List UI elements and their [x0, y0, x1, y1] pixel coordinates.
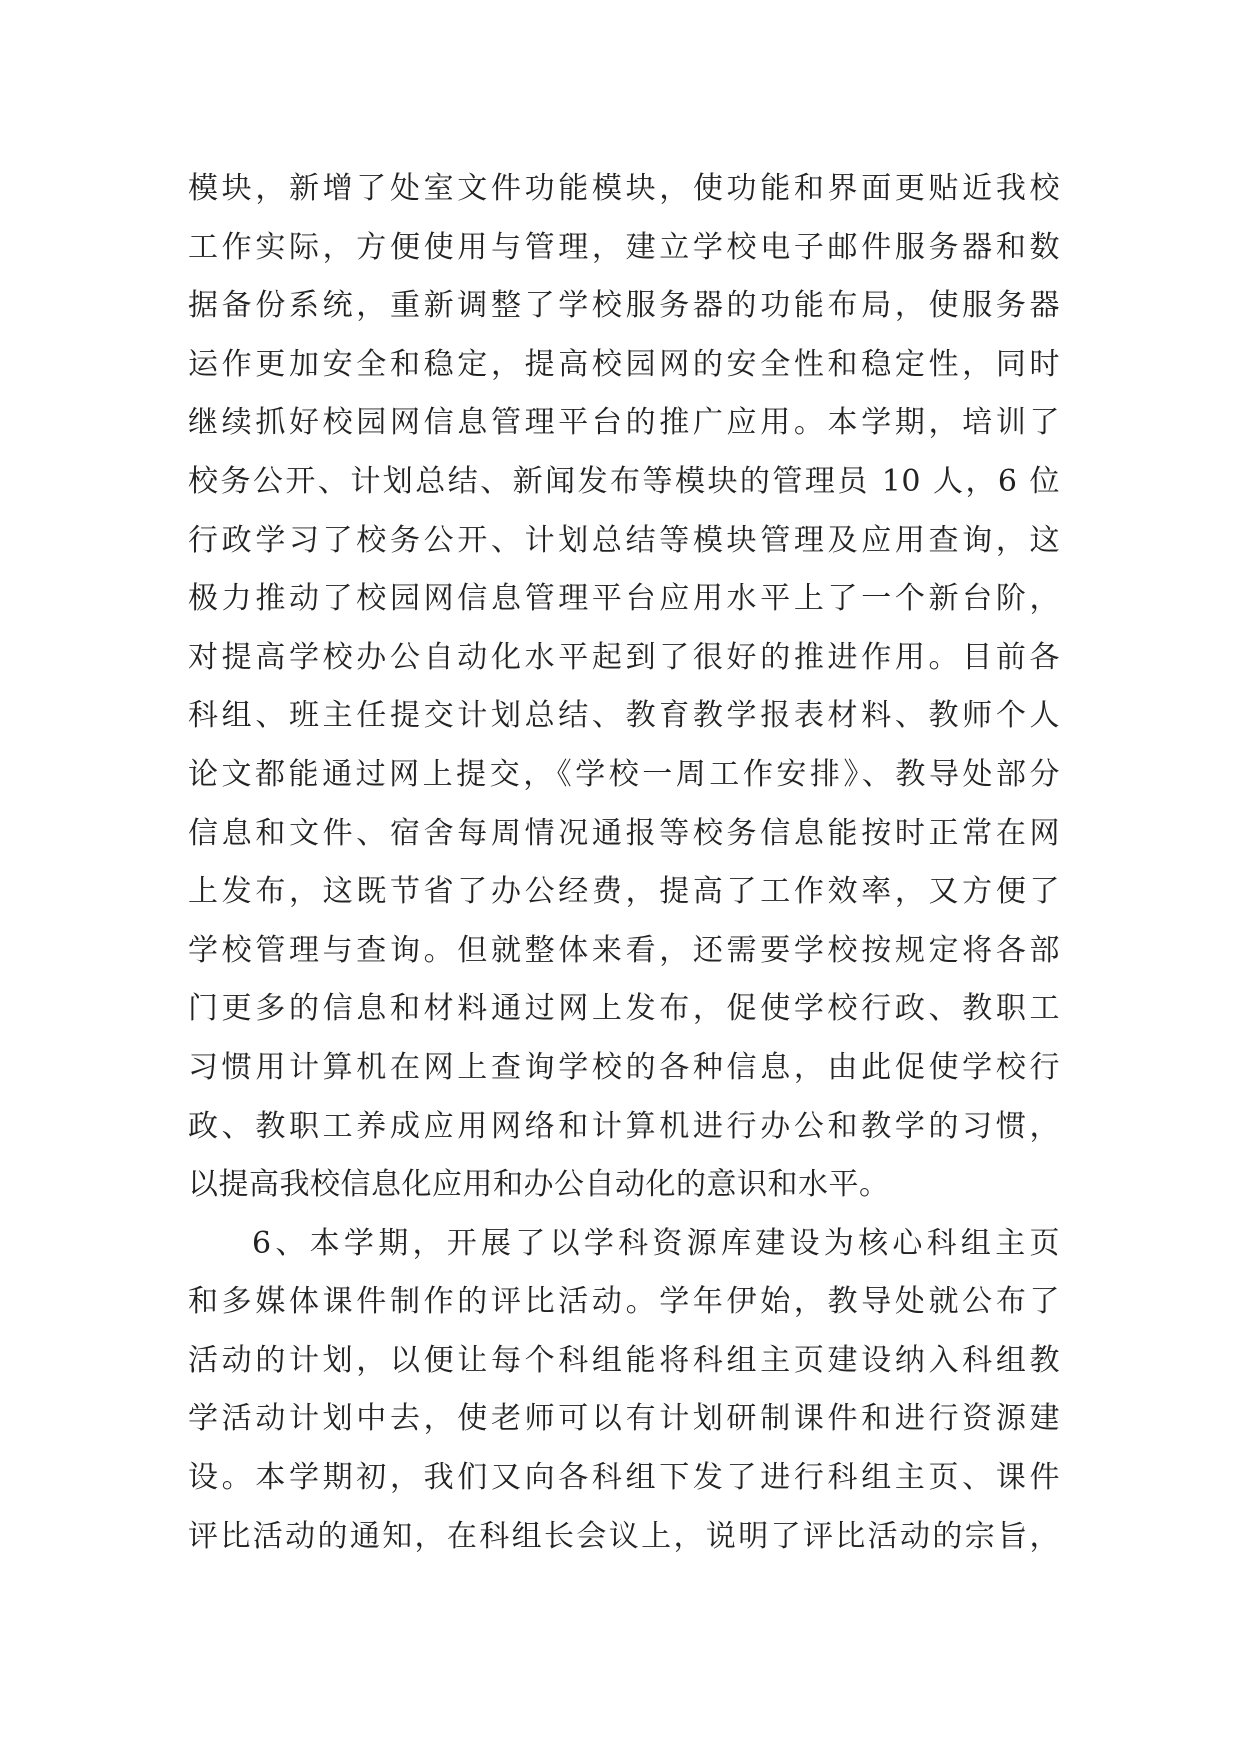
paragraph-2 — [188, 1215, 1060, 1567]
text-line: 政、教职工养成应用网络和计算机进行办公和教学的习惯， — [188, 1108, 1060, 1144]
text-line: 设。本学期初，我们又向各科组下发了进行科组主页、课件 — [188, 1460, 1060, 1496]
text-line: 科组、班主任提交计划总结、教育教学报表材料、教师个人 — [188, 698, 1060, 734]
paragraph-1 — [188, 160, 1060, 1215]
text-line: 极力推动了校园网信息管理平台应用水平上了一个新台阶， — [188, 581, 1060, 617]
text-line: 继续抓好校园网信息管理平台的推广应用。本学期，培训了 — [188, 405, 1060, 441]
text-line: 据备份系统，重新调整了学校服务器的功能布局，使服务器 — [188, 288, 1060, 324]
text-line: 论文都能通过网上提交，《学校一周工作安排》、教导处部分 — [188, 756, 1060, 792]
text-line: 和多媒体课件制作的评比活动。学年伊始，教导处就公布了 — [188, 1284, 1060, 1320]
text-line: 学活动计划中去，使老师可以有计划研制课件和进行资源建 — [188, 1401, 1060, 1437]
text-line: 评比活动的通知，在科组长会议上，说明了评比活动的宗旨， — [188, 1518, 1060, 1554]
text-line: 模块，新增了处室文件功能模块，使功能和界面更贴近我校 — [188, 171, 1060, 206]
text-line: 6、本学期，开展了以学科资源库建设为核心科组主页 — [252, 1225, 1060, 1261]
text-line: 工作实际，方便使用与管理，建立学校电子邮件服务器和数 — [188, 229, 1060, 265]
text-line: 习惯用计算机在网上查询学校的各种信息，由此促使学校行 — [188, 1049, 1060, 1085]
text-line: 活动的计划，以便让每个科组能将科组主页建设纳入科组教 — [188, 1342, 1060, 1378]
text-line: 校务公开、计划总结、新闻发布等模块的管理员 10 人，6 位 — [188, 463, 1060, 499]
text-line: 信息和文件、宿舍每周情况通报等校务信息能按时正常在网 — [188, 815, 1060, 851]
body-text — [188, 160, 1060, 1566]
text-line: 以提高我校信息化应用和办公自动化的意识和水平。 — [188, 1167, 890, 1203]
text-line: 对提高学校办公自动化水平起到了很好的推进作用。目前各 — [188, 639, 1060, 675]
text-line: 行政学习了校务公开、计划总结等模块管理及应用查询，这 — [188, 522, 1060, 558]
text-line: 学校管理与查询。但就整体来看，还需要学校按规定将各部 — [188, 932, 1060, 968]
text-line: 运作更加安全和稳定，提高校园网的安全性和稳定性，同时 — [188, 346, 1060, 382]
text-line: 门更多的信息和材料通过网上发布，促使学校行政、教职工 — [188, 991, 1060, 1027]
text-line: 上发布，这既节省了办公经费，提高了工作效率，又方便了 — [188, 874, 1060, 910]
